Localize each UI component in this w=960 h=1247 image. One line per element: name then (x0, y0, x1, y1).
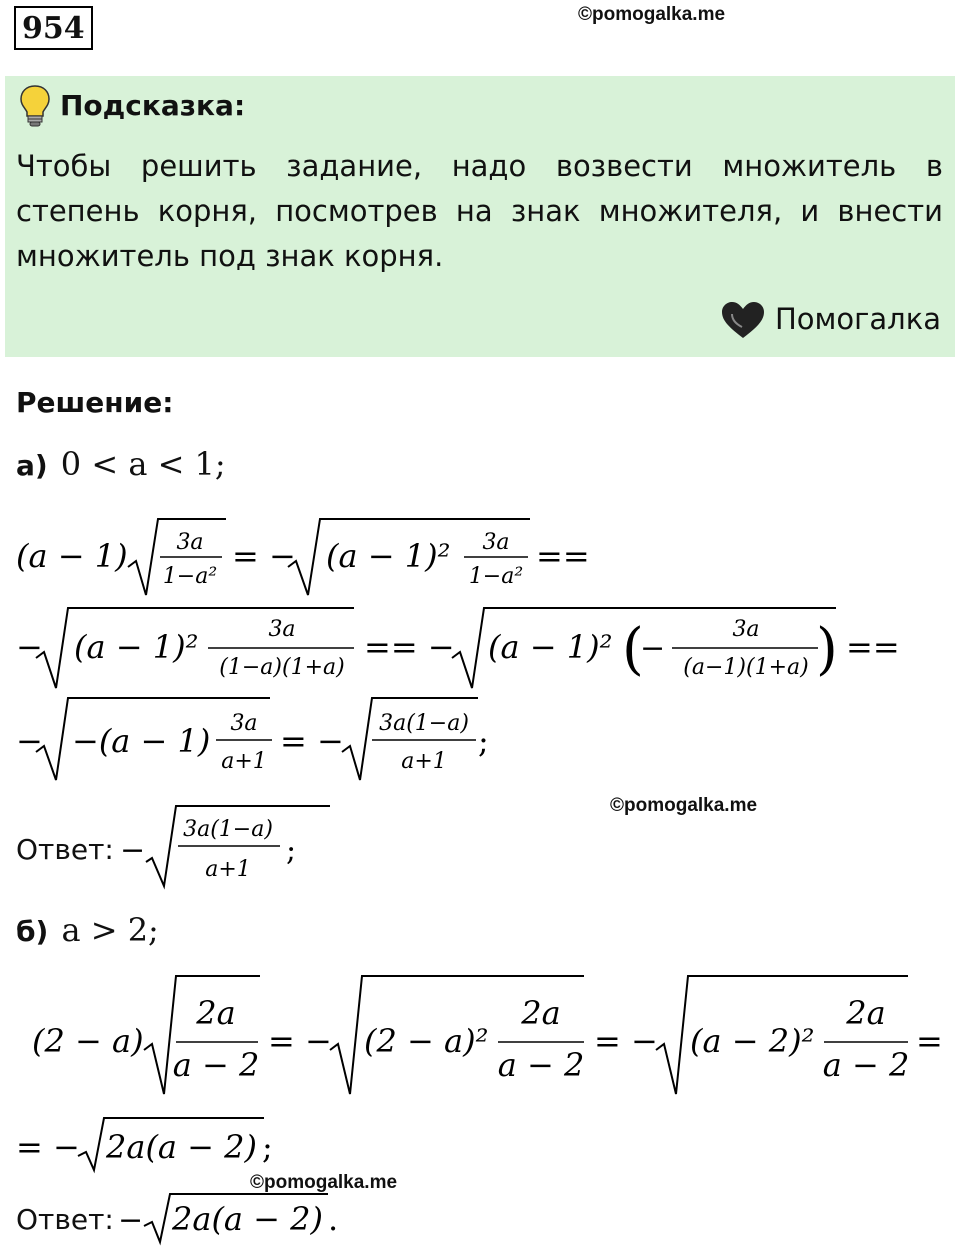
heart-icon (720, 300, 766, 340)
expr-text: ; (262, 1128, 273, 1166)
lightbulb-icon (18, 84, 52, 128)
hint-title: Подсказка: (60, 89, 246, 122)
watermark: ©pomogalka.me (250, 1172, 398, 1193)
expr-text: = − (232, 537, 296, 575)
expr-text: 2a (196, 994, 236, 1032)
expr-text: − (16, 722, 43, 760)
expr-text: . (328, 1200, 339, 1238)
part-b-line-2 (0, 1112, 400, 1174)
expr-text: 3a (268, 617, 296, 642)
expr-text: 3a (482, 530, 510, 555)
hint-signature: Помогалка (775, 302, 941, 336)
part-a-line-2 (0, 596, 960, 696)
expr-text: == − (364, 628, 455, 666)
part-a-line-1 (0, 505, 960, 605)
expr-text: = − (594, 1022, 658, 1060)
minus: − (640, 631, 666, 666)
answer-a-expression (110, 800, 330, 896)
answer-a-label: Ответ: (16, 833, 114, 866)
expr-text: 2a (521, 994, 561, 1032)
paren-left: ( (622, 617, 644, 682)
expr-text: ; (478, 722, 489, 760)
expr-text: == (536, 537, 590, 575)
part-b-header (16, 910, 159, 950)
part-a-label: а) (16, 449, 48, 482)
expr-text: (a − 1)² (488, 628, 613, 666)
hint-text: Чтобы решить задание, надо возвести множитель в степень корня, посмотрев на знак множителя, и внести множитель под знак корня. (16, 149, 943, 273)
expr-text: (a−1)(1+a) (683, 655, 809, 680)
expr-text: a − 2 (497, 1046, 585, 1084)
expr-text: − (16, 628, 43, 666)
part-a-line-3 (0, 690, 960, 790)
expr-text: a+1 (401, 749, 447, 774)
expr-text: == (846, 628, 900, 666)
expr-text: 2a(a − 2) (106, 1128, 257, 1166)
expr-text: (2 − a) (32, 1022, 144, 1060)
expr-text: 3a(1−a) (183, 817, 273, 842)
expr-text: (1−a)(1+a) (219, 655, 345, 680)
expr-text: 3a (230, 711, 258, 736)
expr-text: a+1 (221, 749, 267, 774)
expr-text: ; (286, 833, 297, 868)
expr-text: a+1 (205, 857, 251, 882)
answer-b-expression (110, 1186, 370, 1246)
watermark: ©pomogalka.me (610, 795, 758, 816)
expr-text: 1−a² (468, 564, 524, 589)
expr-text: (a − 1) (16, 537, 128, 575)
part-a-condition: 0 < a < 1; (60, 445, 226, 483)
expr-text: = − (280, 722, 344, 760)
expr-text: (a − 2)² (690, 1022, 815, 1060)
paren-right: ) (816, 617, 838, 682)
expr-text: (a − 1)² (74, 628, 199, 666)
expr-text: 3a (176, 530, 204, 555)
expr-text: (2 − a)² (364, 1022, 489, 1060)
problem-number: 954 (14, 6, 93, 50)
expr-text: = (916, 1022, 943, 1060)
solution-title: Решение: (16, 386, 174, 419)
expr-text: (a − 1)² (326, 537, 451, 575)
part-a-header (16, 444, 226, 484)
expr-text: −(a − 1) (72, 722, 211, 760)
expr-text: 3a (732, 617, 760, 642)
part-b-condition: a > 2; (61, 911, 159, 949)
expr-text: = − (268, 1022, 332, 1060)
expr-text: = − (16, 1128, 80, 1166)
part-b-label: б) (16, 915, 49, 948)
expr-text: 2a(a − 2) (172, 1200, 323, 1238)
expr-text: 2a (846, 994, 886, 1032)
watermark: ©pomogalka.me (578, 4, 726, 25)
expr-text: − (120, 833, 146, 868)
expr-text: a − 2 (822, 1046, 910, 1084)
expr-text: − (118, 1203, 144, 1238)
part-b-line-1 (0, 966, 960, 1102)
expr-text: 3a(1−a) (379, 711, 469, 736)
expr-text: a − 2 (172, 1046, 260, 1084)
expr-text: 1−a² (162, 564, 218, 589)
answer-b-label: Ответ: (16, 1203, 114, 1236)
